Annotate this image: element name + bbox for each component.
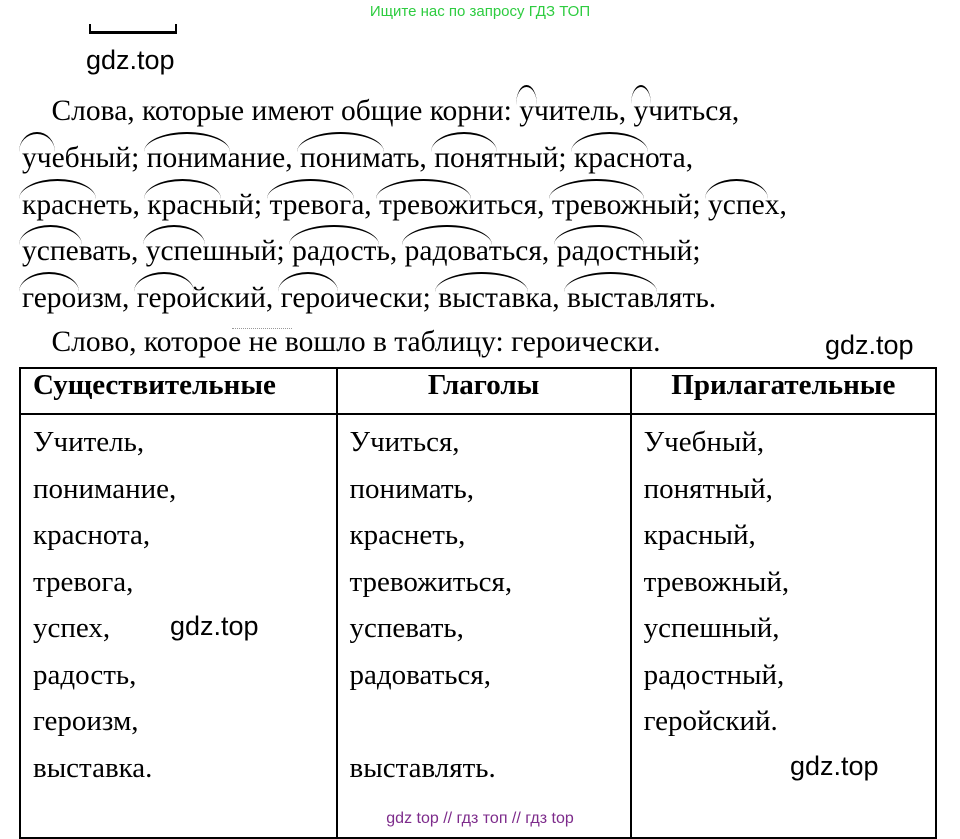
list-item: успешный,: [643, 612, 780, 644]
watermark: gdz.top: [86, 45, 175, 75]
word-root: радост: [556, 235, 642, 267]
text-run: ически;: [334, 282, 439, 314]
paragraph-line: [22, 141, 693, 175]
list-item: геройский.: [643, 705, 778, 737]
text-run: ый;: [218, 189, 270, 221]
list-item: успех,: [33, 612, 111, 644]
text-run: шный;: [202, 235, 293, 267]
text-run: вать,: [78, 235, 146, 267]
header-nouns: Существительные: [20, 368, 337, 414]
word-root: тревог: [269, 189, 352, 221]
list-item: понимать,: [349, 472, 475, 505]
word-root: успе: [22, 235, 79, 267]
word-root: выстав: [438, 282, 526, 314]
text-run: иться,: [468, 189, 552, 221]
paragraph-line: [22, 281, 716, 315]
list-item: тревога,: [33, 565, 134, 598]
footer-links: gdz top // гдз топ // гдз top: [386, 810, 574, 827]
text-run: ота,: [645, 142, 694, 174]
watermark: gdz.top: [170, 611, 259, 641]
list-item: радость,: [33, 658, 137, 691]
list-item: понятный,: [643, 472, 773, 505]
text-run: йский,: [191, 282, 281, 314]
list-item: краснеть,: [349, 519, 466, 551]
list-item: Учитель,: [33, 426, 145, 458]
header-adjectives: Прилагательные: [631, 368, 936, 414]
verbs-cell: [337, 414, 631, 838]
paragraph-line: [22, 234, 701, 268]
list-item: радоваться,: [349, 658, 491, 691]
text-run: х,: [764, 189, 787, 221]
text-run: ный;: [641, 189, 709, 221]
list-item: выставлять.: [349, 751, 496, 784]
word-root: геро: [22, 282, 77, 314]
paragraph-line: [22, 188, 787, 222]
text-run: еть,: [93, 189, 148, 221]
text-run: ебный;: [51, 142, 147, 174]
text-run: изм,: [76, 282, 137, 314]
word-root: поня: [434, 142, 495, 174]
list-item: успевать,: [349, 612, 464, 644]
header-verbs: Глаголы: [337, 368, 631, 414]
text-run: читель,: [533, 95, 634, 127]
text-run: лять.: [654, 282, 717, 314]
list-item: героизм,: [33, 705, 139, 737]
word-root: радост: [292, 235, 377, 267]
word-root: красн: [147, 189, 219, 221]
watermark: gdz.top: [825, 330, 914, 360]
list-item: Учебный,: [643, 426, 765, 458]
text-run: ный;: [641, 235, 701, 267]
text-run: ь,: [376, 235, 405, 267]
text-run: читься,: [648, 95, 740, 127]
text-run: ка,: [525, 282, 568, 314]
paragraph-line: [22, 94, 739, 128]
top-banner: Ищите нас по запросу ГДЗ ТОП: [369, 3, 591, 20]
word-root: красн: [573, 142, 646, 174]
list-item: тревожный,: [643, 565, 790, 598]
word-root: красн: [22, 189, 94, 221]
answer-bracket-mark: [89, 24, 177, 34]
text-run: а,: [351, 189, 380, 221]
text-run: ание,: [227, 142, 300, 174]
word-root: тревож: [551, 189, 642, 221]
list-item: [350, 698, 630, 745]
excluded-word-sentence: Слово, которое не вошло в таблицу: героически.: [22, 326, 661, 358]
word-root: тревож: [379, 189, 469, 221]
list-item: краснота,: [33, 519, 151, 551]
list-item: красный,: [643, 519, 756, 551]
word-root: у: [633, 95, 649, 127]
table-header-row: [20, 368, 936, 414]
text-run: ать,: [380, 142, 435, 174]
list-item: понимание,: [33, 472, 177, 505]
text-run: ться,: [488, 235, 557, 267]
list-item: выставка.: [33, 751, 153, 784]
word-root: радова: [404, 235, 489, 267]
word-root: геро: [136, 282, 192, 314]
text-run: тный;: [494, 142, 574, 174]
word-root: успе: [708, 189, 765, 221]
adjectives-cell: [631, 414, 936, 838]
list-item: тревожиться,: [349, 565, 513, 598]
word-root: уч: [22, 142, 52, 174]
word-root: геро: [280, 282, 335, 314]
watermark: gdz.top: [790, 751, 879, 781]
word-root: успе: [145, 235, 203, 267]
word-root: поним: [146, 142, 228, 174]
text-run: Слова, которые имеют общие корни:: [22, 95, 520, 127]
word-root: у: [519, 95, 534, 127]
list-item: Учиться,: [349, 426, 460, 458]
word-root: выстав: [567, 282, 655, 314]
list-item: радостный,: [643, 658, 785, 691]
word-root: поним: [299, 142, 381, 174]
